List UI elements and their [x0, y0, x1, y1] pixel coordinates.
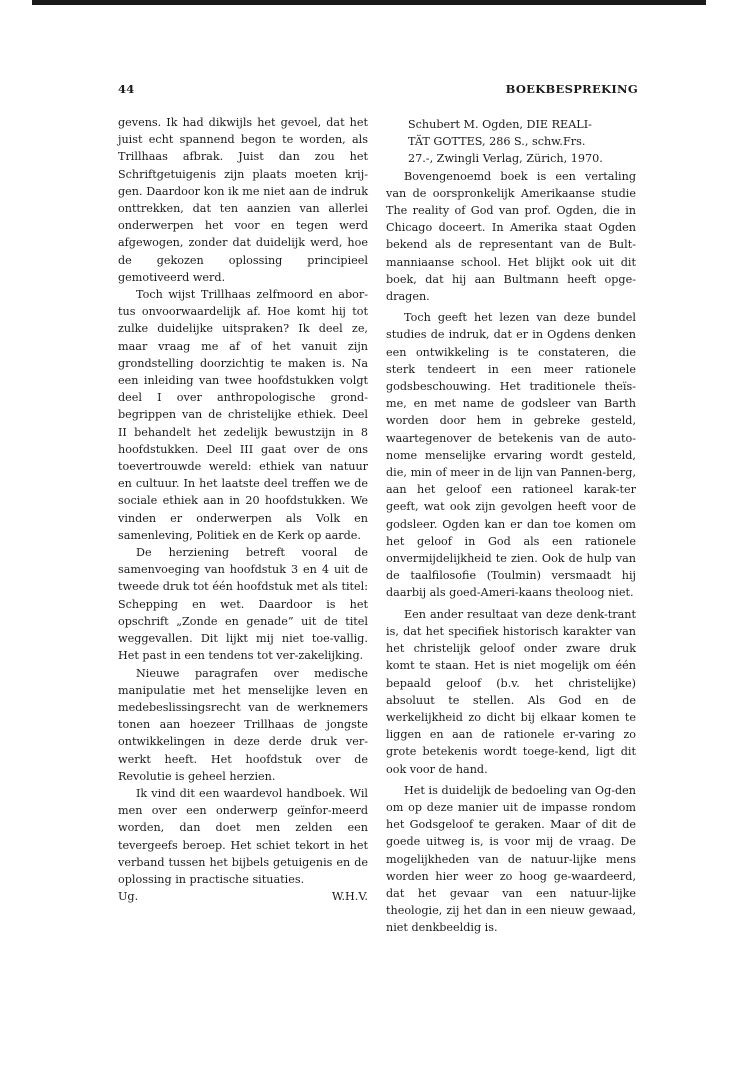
left-paragraph-3: De herziening betreft vooral de samenvoeging van hoofdstuk 3 en 4 uit de tweede druk tot één hoofdstuk met als titel: Schepping en wet. Daardoor is het opschrift „Zonde en genade” uit de titel weggevallen. Dit lijkt mij niet toe-vallig. Het past in een tendens tot ver-zakelijking. [118, 546, 368, 663]
citation-line-2: TÄT GOTTES, 286 S., schw.Frs. [408, 135, 586, 149]
right-paragraph-1: Bovengenoemd boek is een vertaling van de oorspronkelijk Amerikaanse studie The reality of God van prof. Ogden, die in Chicago doceert. In Amerika staat Ogden bekend als de representant van de Bult-manniaanse school. Het blijkt ook uit dit boek, dat hij aan Bultmann heeft opge-dragen. [386, 169, 636, 304]
signature-author: W.H.V. [331, 890, 368, 904]
citation-line-1: Schubert M. Ogden, DIE REALI- [408, 118, 592, 131]
left-paragraph-2: Toch wijst Trillhaas zelfmoord en abor-tus onvoorwaardelijk af. Hoe komt hij tot zulke duidelijke uitspraken? Ik deel ze, maar vraag me af of het vanuit zijn grondstelling doorzichtig te maken is. Na een inleiding van twee hoofdstukken volgt deel I over anthropologische grond-begrippen van de christelijke ethiek. Deel II behandelt het zedelijk bewustzijn in 8 hoofdstukken. Deel III gaat over de ons toevertrouwde wereld: ethiek van natuur en cultuur. In het laatste deel treffen we de sociale ethiek aan in 20 hoofdstukken. We vinden er onderwerpen als Volk en samenleving, Politiek en de Kerk op aarde. [118, 288, 368, 542]
right-paragraph-4: Het is duidelijk de bedoeling van Og-den om op deze manier uit de impasse rondom het Godsgeloof te geraken. Maar of dit de goede uitweg is, is voor mij de vraag. De mogelijkheden van de natuur-lijke mens worden hier weer zo hoog ge-waardeerd, dat het gevaar van een natuur-lijke theologie, zij het dan in een nieuw gewaad, niet denkbeeldig is. [386, 783, 636, 935]
left-paragraph-4: Nieuwe paragrafen over medische manipulatie met het menselijke leven en medebeslissingsrecht van de werknemers tonen aan hoezeer Trillhaas de jongste ontwikkelingen in deze derde druk ver-werkt heeft. Het hoofdstuk over de Revolutie is geheel herzien. [118, 666, 368, 783]
left-column [118, 114, 368, 905]
citation-line-3: 27.-, Zwingli Verlag, Zürich, 1970. [408, 152, 603, 166]
right-paragraph-3: Een ander resultaat van deze denk-trant is, dat het specifiek historisch karakter van het christelijk geloof onder zware druk komt te staan. Het is niet mogelijk om één bepaald geloof (b.v. het christelijke) absoluut te stellen. Als God en de werkelijkheid zo dicht bij elkaar komen te liggen en aan de rationele er-varing zo grote betekenis wordt toege-kend, ligt dit ook voor de hand. [386, 607, 636, 776]
right-paragraph-2: Toch geeft het lezen van deze bundel studies de indruk, dat er in Ogdens denken een ontwikkeling is te constateren, die sterk tendeert in een meer rationele godsbeschouwing. Het traditionele theïs-me, en met name de godsleer van Barth worden door hem in gebreke gesteld, waartegenover de betekenis van de auto-nome menselijke ervaring wordt gesteld, die, min of meer in de lijn van Pannen-berg, aan het geloof een rationeel karak-ter geeft, wat ook zijn gevolgen heeft voor de godsleer. Ogden kan er dan toe komen om het geloof in God als een rationele onvermijdelijkheid te zien. Ook de hulp van de taalfilosofie (Toulmin) versmaadt hij daarbij als goed-Ameri-kaans theoloog niet. [386, 311, 636, 600]
page-number: 44 [118, 82, 135, 96]
signature-location: Ug. [118, 890, 139, 904]
book-citation [386, 116, 636, 168]
top-border-rule [32, 0, 706, 5]
running-title: BOEKBESPREKING [505, 82, 638, 96]
right-column [386, 116, 636, 937]
left-paragraph-5: Ik vind dit een waardevol handboek. Wil men over een onderwerp geïnfor-meerd worden, dan doet men zelden een tevergeefs beroep. Het schiet tekort in het verband tussen het bijbels getuigenis en de oplossing in practische situaties. [118, 786, 368, 886]
left-paragraph-1: gevens. Ik had dikwijls het gevoel, dat het juist echt spannend begon te worden, als Trillhaas afbrak. Juist dan zou het Schriftgetuigenis zijn plaats moeten krij-gen. Daardoor kon ik me niet aan de indruk onttrekken, dat ten aanzien van allerlei onderwerpen het voor en tegen werd afgewogen, zonder dat duidelijk werd, hoe de gekozen oplossing principieel gemotiveerd werd. [118, 116, 368, 284]
review-signature [118, 888, 368, 905]
page-header [118, 82, 638, 100]
